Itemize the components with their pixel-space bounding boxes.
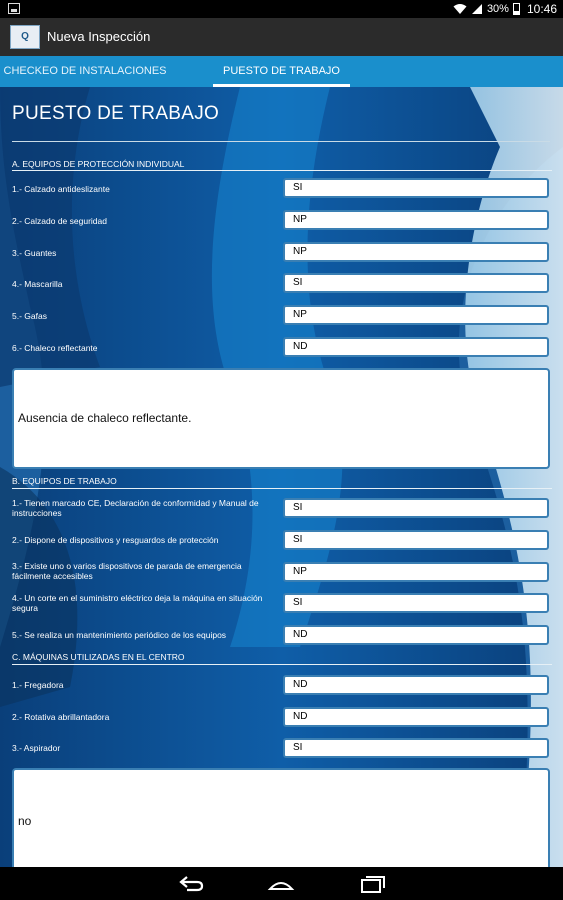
section-c-header: C. MÁQUINAS UTILIZADAS EN EL CENTRO [12,652,185,662]
answer-b5-field[interactable]: ND [283,625,549,645]
notification-icon [8,3,20,14]
tab-puesto-de-trabajo[interactable]: PUESTO DE TRABAJO [223,65,340,77]
back-icon[interactable] [177,874,205,894]
question-a3-label: 3.- Guantes [12,248,57,258]
status-bar [0,0,563,18]
section-a-header: A. EQUIPOS DE PROTECCIÓN INDIVIDUAL [12,159,185,169]
recents-icon[interactable] [358,874,386,894]
battery-icon [513,3,520,15]
answer-c2-field[interactable]: ND [283,707,549,727]
question-c3-label: 3.- Aspirador [12,743,61,753]
question-c1-label: 1.- Fregadora [12,680,64,690]
question-c2-label: 2.- Rotativa abrillantadora [12,712,110,722]
question-b5-label: 5.- Se realiza un mantenimiento periódico de los equipos [12,630,227,640]
section-c-divider [12,664,552,665]
answer-a5-field[interactable]: NP [283,305,549,325]
answer-b1-field[interactable]: SI [283,498,549,518]
section-c-notes-textarea[interactable]: no [12,768,550,867]
action-bar [0,18,563,56]
answer-b2-field[interactable]: SI [283,530,549,550]
form-content[interactable] [0,87,563,867]
wifi-icon [453,3,467,15]
signal-icon [471,3,483,15]
question-a2-label: 2.- Calzado de seguridad [12,216,107,226]
question-b1-label: 1.- Tienen marcado CE, Declaración de conformidad y Manual de instrucciones [12,498,259,518]
section-b-divider [12,488,552,489]
answer-a4-field[interactable]: SI [283,273,549,293]
question-a4-label: 4.- Mascarilla [12,279,63,289]
tab-checkeo-de-instalaciones[interactable]: CHECKEO DE INSTALACIONES [3,65,167,77]
section-a-notes-textarea[interactable]: Ausencia de chaleco reflectante. [12,368,550,469]
section-a-divider [12,170,552,171]
home-icon[interactable] [267,874,295,894]
battery-percent: 30% [486,3,509,15]
answer-a6-field[interactable]: ND [283,337,549,357]
answer-b4-field[interactable]: SI [283,593,549,613]
question-a5-label: 5.- Gafas [12,311,47,321]
title-divider [12,141,550,142]
answer-c3-field[interactable]: SI [283,738,549,758]
answer-b3-field[interactable]: NP [283,562,549,582]
question-a6-label: 6.- Chaleco reflectante [12,343,98,353]
answer-a3-field[interactable]: NP [283,242,549,262]
answer-c1-field[interactable]: ND [283,675,549,695]
logo-text: Q [21,31,29,42]
navigation-bar [0,867,563,900]
question-b2-label: 2.- Dispone de dispositivos y resguardos de protección [12,535,219,545]
page-title: PUESTO DE TRABAJO [12,103,220,124]
tab-bar [0,56,563,87]
answer-a1-field[interactable]: SI [283,178,549,198]
section-b-header: B. EQUIPOS DE TRABAJO [12,476,117,486]
app-title: Nueva Inspección [47,29,151,44]
question-a1-label: 1.- Calzado antideslizante [12,184,110,194]
clock: 10:46 [526,2,557,16]
question-b4-label: 4.- Un corte en el suministro eléctrico deja la máquina en situación segura [12,593,263,613]
answer-a2-field[interactable]: NP [283,210,549,230]
app-logo-icon[interactable] [10,25,40,49]
question-b3-label: 3.- Existe uno o varios dispositivos de parada de emergencia fácilmente accesibles [12,561,242,581]
